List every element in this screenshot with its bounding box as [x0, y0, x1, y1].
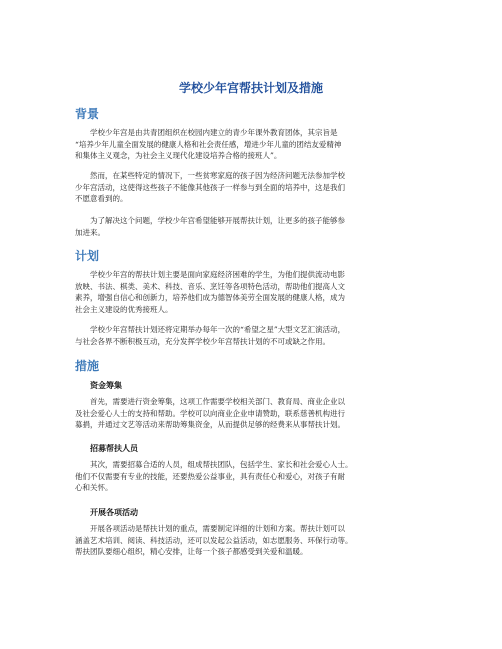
subheading-activities: 开展各项活动 [90, 508, 138, 517]
text-line: 及社会爱心人士的支持和帮助。学校可以向商业企业申请赞助，联系慈善机构进行 [75, 408, 345, 418]
text-line: 首先，需要进行资金筹集，这项工作需要学校相关部门、教育局、商业企业以 [90, 397, 345, 406]
text-line: 他们不仅需要有专业的技能，还要热爱公益事业，具有责任心和爱心，对孩子有耐 [75, 471, 345, 481]
text-line: 不愿意看到的。 [75, 194, 128, 204]
text-line: 开展各项活动是帮扶计划的重点，需要制定详细的计划和方案。帮扶计划可以 [90, 524, 345, 533]
text-line: 心和关怀。 [75, 483, 113, 493]
text-line: 放映、书法、棋类、美术、科技、音乐、烹饪等各项特色活动，帮助他们提高人文 [75, 281, 345, 291]
section-heading-background: 背景 [75, 107, 100, 121]
text-line: 社会主义建设的优秀接班人。 [75, 304, 173, 314]
text-line: 和集体主义观念，为社会主义现代化建设培养合格的接班人”。 [75, 151, 282, 161]
activities-paragraph [75, 523, 429, 558]
background-paragraph-1 [75, 127, 429, 162]
background-paragraph-2 [75, 170, 429, 205]
text-line: 其次，需要招募合适的人员，组成帮扶团队，包括学生、家长和社会爱心人士。 [90, 460, 353, 469]
recruit-helpers-paragraph [75, 459, 429, 494]
text-line: 为了解决这个问题，学校少年宫希望能够开展帮扶计划，让更多的孩子能够参 [90, 216, 345, 225]
text-line: 涵盖艺术培训、阅读、科技活动，还可以发起公益活动，如志愿服务、环保行动等。 [75, 535, 353, 545]
text-line: 帮扶团队要细心组织，精心安排，让每一个孩子都感受到关爱和温暖。 [75, 547, 308, 557]
subheading-recruit-helpers: 招募帮扶人员 [90, 444, 138, 453]
plan-paragraph-2 [75, 324, 429, 347]
text-line: 学校少年宫的帮扶计划主要是面向家庭经济困难的学生，为他们提供流动电影 [90, 270, 345, 279]
text-line: 募捐，并通过文艺等活动来帮助筹集资金，从而提供足够的经费来从事帮扶计划。 [75, 420, 345, 430]
background-paragraph-3 [75, 215, 429, 238]
text-line: 加进来。 [75, 227, 105, 237]
text-line: 素养，增强自信心和创新力，培养他们成为德智体美劳全面发展的健康人格，成为 [75, 293, 345, 303]
text-line: 学校少年宫帮扶计划还将定期举办每年一次的“希望之星”大型文艺汇演活动， [90, 325, 346, 334]
section-heading-plan: 计划 [75, 249, 100, 263]
text-line: 学校少年宫是由共青团组织在校园内建立的青少年课外教育团体，其宗旨是 [90, 128, 338, 137]
text-line: 然而，在某些特定的情况下，一些贫寒家庭的孩子因为经济问题无法参加学校 [90, 171, 345, 180]
plan-paragraph-1 [75, 269, 429, 315]
text-line: “培养少年儿童全面发展的健康人格和社会责任感，增进少年儿童的团结友爱精神 [75, 139, 342, 149]
fundraising-paragraph [75, 396, 429, 431]
subheading-fundraising: 资金筹集 [90, 381, 122, 390]
text-line: 与社会各界不断积极互动，充分发挥学校少年宫帮扶计划的不可或缺之作用。 [75, 336, 330, 346]
document-title: 学校少年宫帮扶计划及措施 [178, 81, 323, 95]
section-heading-measures: 措施 [75, 359, 100, 373]
text-line: 少年宫活动，这使得这些孩子不能像其他孩子一样参与到全面的培养中，这是我们 [75, 182, 345, 192]
